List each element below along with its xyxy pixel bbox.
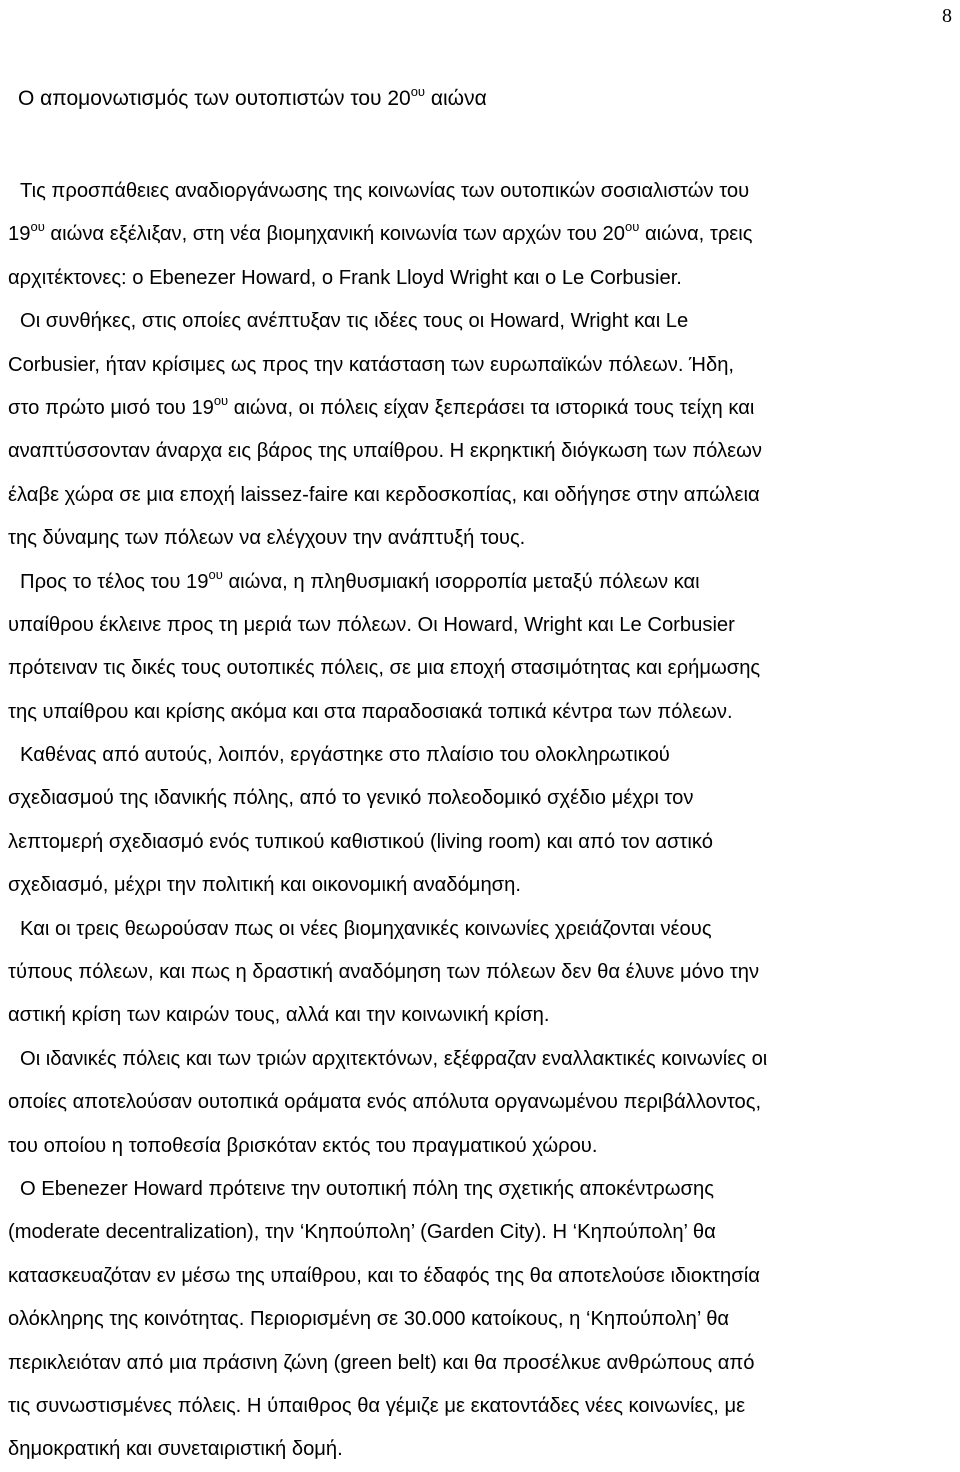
text-line xyxy=(8,344,958,387)
line-text: Και οι τρεις θεωρούσαν πως οι νέες βιομηχανικές κοινωνίες χρειάζονται νέους xyxy=(20,917,712,940)
text-line xyxy=(8,864,958,907)
text-line xyxy=(8,951,958,994)
line-superscript: ου xyxy=(625,219,640,235)
text-line xyxy=(8,387,958,430)
page-title xyxy=(18,84,487,114)
text-line xyxy=(8,1081,958,1124)
text-line xyxy=(8,734,958,777)
text-line xyxy=(8,170,958,213)
line-text: περικλειόταν από μια πράσινη ζώνη (green belt) και θα προσέλκυε ανθρώπους από xyxy=(8,1351,755,1374)
text-line xyxy=(8,300,958,343)
text-line xyxy=(8,1038,958,1081)
line-text: Οι συνθήκες, στις οποίες ανέπτυξαν τις ιδέες τους οι Howard, Wright και Le xyxy=(20,310,689,333)
line-text: της υπαίθρου και κρίσης ακόμα και στα παραδοσιακά τοπικά κέντρα των πόλεων. xyxy=(8,700,733,723)
line-text: οποίες αποτελούσαν ουτοπικά οράματα ενός απόλυτα οργανωμένου περιβάλλοντος, xyxy=(8,1091,762,1114)
line-text: στο πρώτο μισό του 19 xyxy=(8,396,214,419)
text-line xyxy=(8,517,958,560)
body-text xyxy=(8,170,958,1472)
line-text: αιώνα, οι πόλεις είχαν ξεπεράσει τα ιστορικά τους τείχη και xyxy=(228,396,755,419)
line-text: έλαβε χώρα σε μια εποχή laissez-faire και κερδοσκοπίας, και οδήγησε στην απώλεια xyxy=(8,483,760,506)
text-line xyxy=(8,821,958,864)
line-text: Προς το τέλος του 19 xyxy=(20,570,209,593)
line-superscript: ου xyxy=(208,566,223,582)
text-line xyxy=(8,604,958,647)
line-text: Οι ιδανικές πόλεις και των τριών αρχιτεκτόνων, εξέφραζαν εναλλακτικές κοινωνίες οι xyxy=(20,1047,768,1070)
text-line xyxy=(8,908,958,951)
line-text: Ο Ebenezer Howard πρότεινε την ουτοπική πόλη της σχετικής αποκέντρωσης xyxy=(20,1177,714,1200)
text-line xyxy=(8,691,958,734)
line-superscript: ου xyxy=(213,392,229,408)
title-text: Ο απομονωτισμός των ουτοπιστών του 20 xyxy=(18,87,411,110)
text-line xyxy=(8,474,958,517)
text-line xyxy=(8,1211,958,1254)
line-text: τις συνωστισμένες πόλεις. Η ύπαιθρος θα γέμιζε με εκατοντάδες νέες κοινωνίες, με xyxy=(8,1394,746,1417)
line-text: τύπους πόλεων, και πως η δραστική αναδόμηση των πόλεων δεν θα έλυνε μόνο την xyxy=(8,961,760,984)
line-text: της δύναμης των πόλεων να ελέγχουν την ανάπτυξή τους. xyxy=(8,527,526,550)
line-text: λεπτομερή σχεδιασμό ενός τυπικού καθιστικού (living room) και από τον αστικό xyxy=(8,830,713,853)
text-line xyxy=(8,1255,958,1298)
line-text: (moderate decentralization), την ‘Κηπούπολη’ (Garden City). Η ‘Κηπούπολη’ θα xyxy=(8,1221,716,1244)
title-text-end: αιώνα xyxy=(425,87,487,110)
line-text: ολόκληρης της κοινότητας. Περιορισμένη σε 30.000 κατοίκους, η ‘Κηπούπολη’ θα xyxy=(8,1308,730,1331)
line-text: αιώνα εξέλιξαν, στη νέα βιομηχανική κοινωνία των αρχών του 20 xyxy=(44,223,625,246)
text-line xyxy=(8,430,958,473)
text-line xyxy=(8,213,958,256)
line-text: Τις προσπάθειες αναδιοργάνωσης της κοινωνίας των ουτοπικών σοσιαλιστών του xyxy=(20,180,750,202)
line-text: σχεδιασμό, μέχρι την πολιτική και οικονομική αναδόμηση. xyxy=(8,874,521,897)
line-text: σχεδιασμού της ιδανικής πόλης, από το γενικό πολεοδομικό σχέδιο μέχρι τον xyxy=(8,787,694,810)
text-line xyxy=(8,1385,958,1428)
line-text: κατασκευαζόταν εν μέσω της υπαίθρου, και το έδαφός της θα αποτελούσε ιδιοκτησία xyxy=(8,1264,760,1287)
line-text: αναπτύσσονταν άναρχα εις βάρος της υπαίθρου. Η εκρηκτική διόγκωση των πόλεων xyxy=(8,440,762,463)
text-line xyxy=(8,1342,958,1385)
text-line xyxy=(8,777,958,820)
text-line xyxy=(8,647,958,690)
page-number: 8 xyxy=(942,5,952,27)
line-text: υπαίθρου έκλεινε προς τη μεριά των πόλεων. Οι Howard, Wright και Le Corbusier xyxy=(8,613,735,636)
line-text: πρότειναν τις δικές τους ουτοπικές πόλεις, σε μια εποχή στασιμότητας και ερήμωσης xyxy=(8,657,761,680)
line-text: του οποίου η τοποθεσία βρισκόταν εκτός του πραγματικού χώρου. xyxy=(8,1134,598,1157)
title-superscript: ου xyxy=(410,84,426,99)
text-line xyxy=(8,1125,958,1168)
text-line xyxy=(8,561,958,604)
line-text: 19 xyxy=(8,223,31,246)
line-text: δημοκρατική και συνεταιριστική δομή. xyxy=(8,1438,343,1461)
line-text: αρχιτέκτονες: ο Ebenezer Howard, ο Frank Lloyd Wright και ο Le Corbusier. xyxy=(8,266,682,289)
text-line xyxy=(8,994,958,1037)
line-text: αιώνα, η πληθυσμιακή ισορροπία μεταξύ πόλεων και xyxy=(222,570,700,593)
text-line xyxy=(8,1428,958,1471)
line-text: Corbusier, ήταν κρίσιμες ως προς την κατάσταση των ευρωπαϊκών πόλεων. Ήδη, xyxy=(8,353,735,376)
text-line xyxy=(8,257,958,300)
text-line xyxy=(8,1298,958,1341)
line-text: Καθένας από αυτούς, λοιπόν, εργάστηκε στο πλαίσιο του ολοκληρωτικού xyxy=(20,744,670,767)
text-line xyxy=(8,1168,958,1211)
line-superscript: ου xyxy=(30,219,45,235)
line-text: αιώνα, τρεις xyxy=(639,223,753,246)
line-text: αστική κρίση των καιρών τους, αλλά και την κοινωνική κρίση. xyxy=(8,1004,550,1027)
